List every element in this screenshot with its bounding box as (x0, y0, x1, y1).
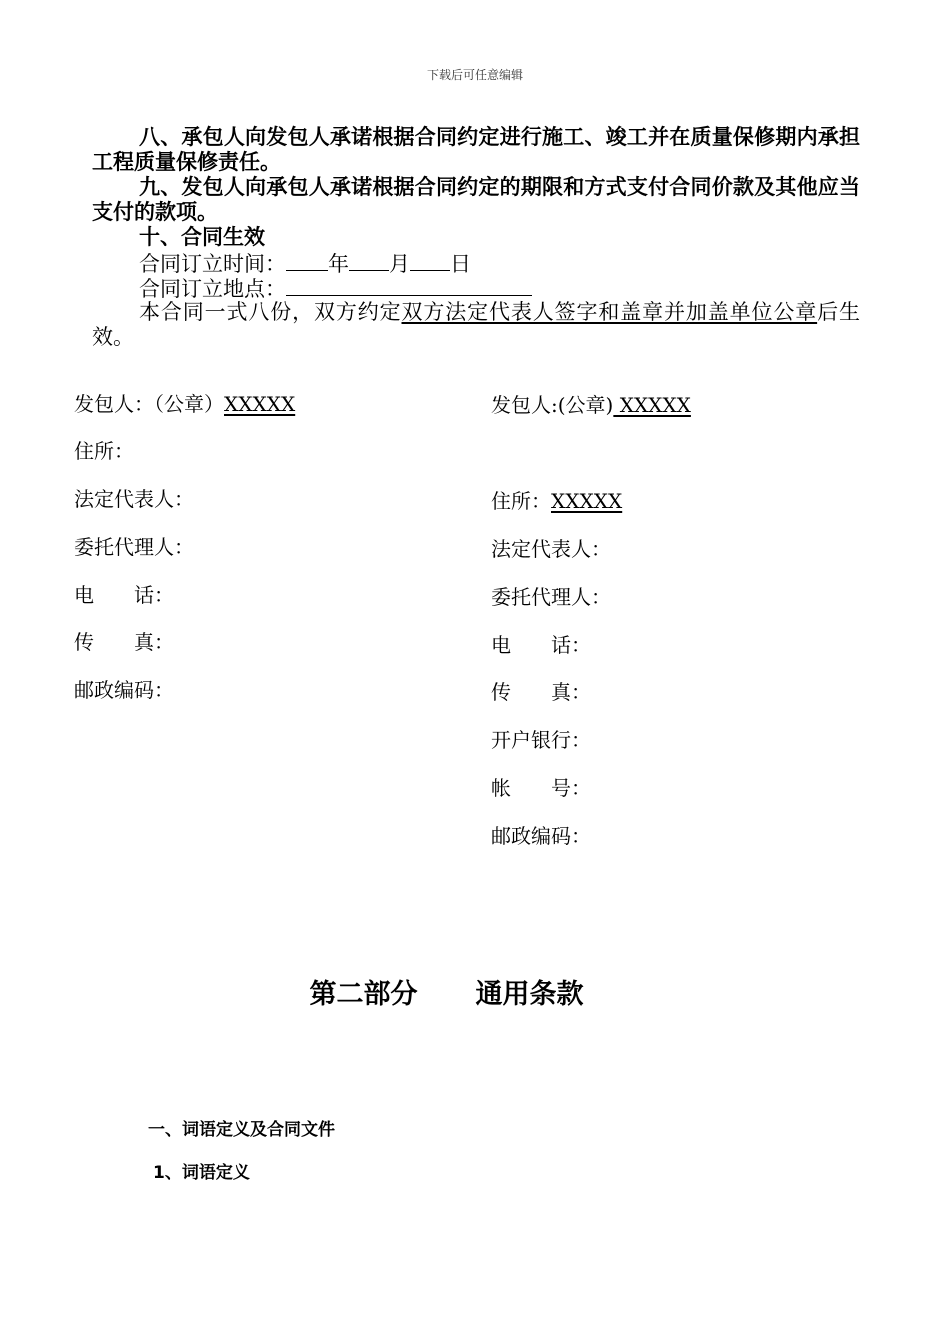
left-legal-rep: 法定代表人： (74, 487, 194, 511)
effect-clause (92, 300, 860, 350)
sign-time-label: 合同订立时间： (139, 252, 286, 276)
sign-place-line (139, 275, 532, 302)
year-blank[interactable] (286, 250, 328, 271)
right-fax: 传 真： (491, 680, 591, 704)
left-party-label: 发包人：（公章） (74, 392, 224, 416)
part-two-title-b: 通用条款 (475, 979, 584, 1010)
right-party-label: 发包人:(公章) (491, 393, 614, 417)
clause-eight: 八、承包人向发包人承诺根据合同约定进行施工、竣工并在质量保修期内承担工程质量保修责任。 (92, 125, 860, 174)
month-label: 月 (389, 252, 410, 276)
right-address-value: XXXXX (551, 489, 623, 513)
right-account: 帐 号： (491, 776, 591, 800)
clause-nine: 九、发包人向承包人承诺根据合同约定的期限和方式支付合同价款及其他应当支付的款项。 (92, 175, 860, 224)
day-label: 日 (450, 252, 471, 276)
right-party-name: XXXXX (613, 393, 691, 417)
right-phone: 电 话： (491, 633, 591, 657)
effect-suffix: 后生效。 (92, 300, 860, 349)
right-legal-rep: 法定代表人： (491, 537, 611, 561)
right-address-line (491, 489, 622, 513)
day-blank[interactable] (410, 250, 450, 271)
left-address: 住所： (74, 439, 134, 463)
sign-place-blank[interactable] (286, 275, 532, 296)
section-one-heading: 一、词语定义及合同文件 (148, 1120, 335, 1140)
part-two-title (0, 972, 893, 1011)
page-header-note: 下载后可任意编辑 (426, 68, 523, 82)
sign-place-label: 合同订立地点： (139, 277, 286, 301)
effect-prefix: 本合同一式八份，双方约定 (139, 300, 402, 324)
right-bank: 开户银行： (491, 728, 591, 752)
effect-condition: 双方法定代表人签字和盖章并加盖单位公章 (401, 300, 818, 324)
month-blank[interactable] (349, 250, 389, 271)
clause-ten-title: 十、合同生效 (139, 225, 265, 249)
left-agent: 委托代理人： (74, 535, 194, 559)
right-address-label: 住所： (491, 489, 551, 513)
left-party-name: XXXXX (224, 392, 296, 416)
left-postcode: 邮政编码： (74, 678, 174, 702)
left-party-label-line (74, 392, 295, 416)
item-one-heading: 1、词语定义 (153, 1163, 250, 1183)
part-two-title-a: 第二部分 (309, 979, 418, 1010)
left-phone: 电 话： (74, 583, 174, 607)
left-fax: 传 真： (74, 630, 174, 654)
right-agent: 委托代理人： (491, 585, 611, 609)
year-label: 年 (328, 252, 349, 276)
right-party-label-line (491, 393, 691, 417)
right-postcode: 邮政编码： (491, 824, 591, 848)
sign-time-line (139, 250, 471, 277)
